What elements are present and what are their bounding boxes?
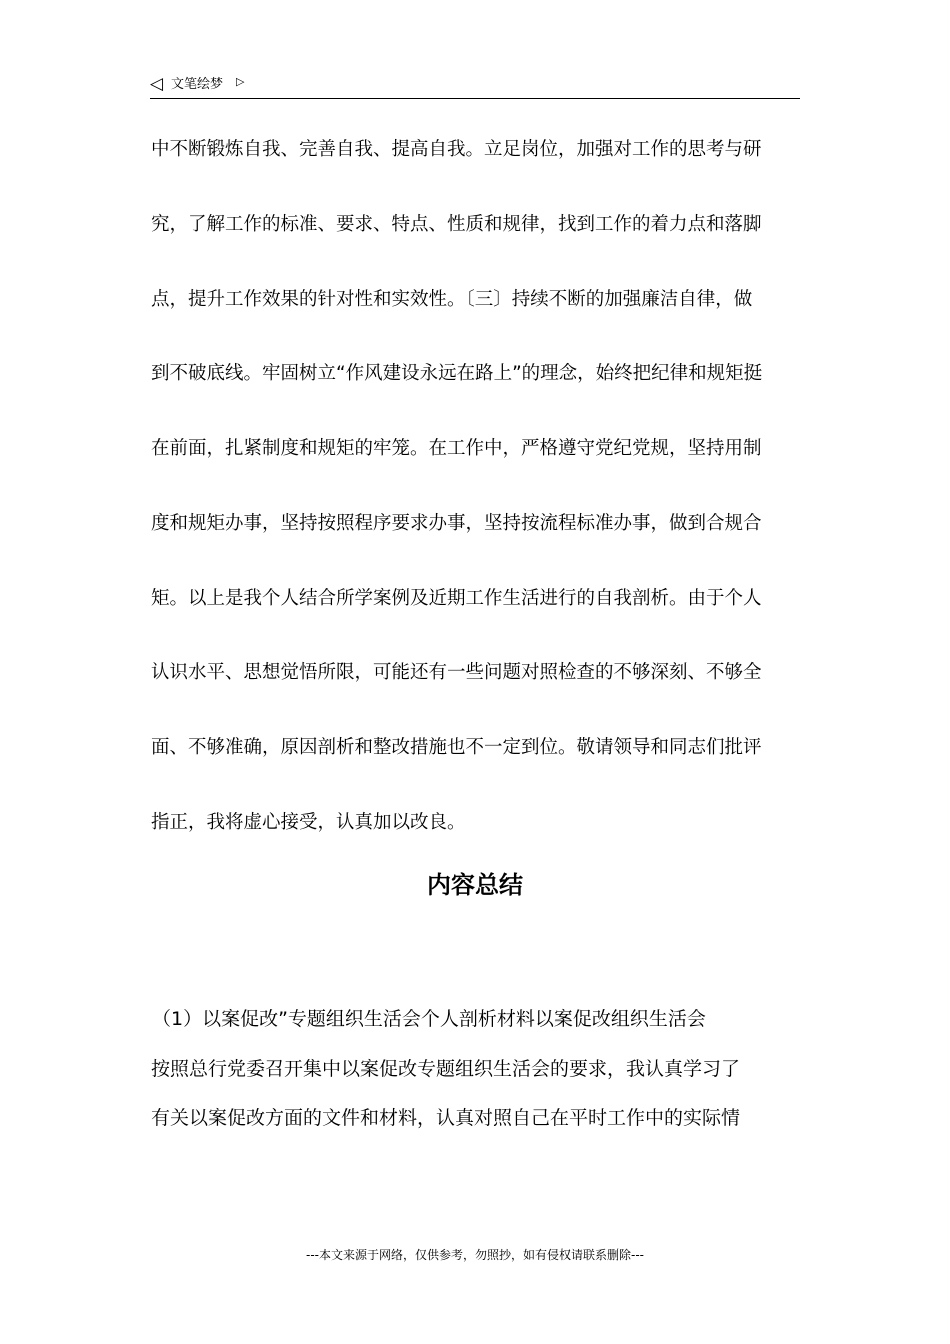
header-title: 文笔绘梦 <box>171 77 224 92</box>
body-line: 点，提升工作效果的针对性和实效性。〔三〕持续不断的加强廉洁自律，做 <box>151 289 753 310</box>
body-line: 到不破底线。牢固树立“作风建设永远在路上”的理念，始终把纪律和规矩挺 <box>151 363 763 384</box>
body-line: 矩。以上是我个人结合所学案例及近期工作生活进行的自我剖析。由于个人 <box>151 588 762 609</box>
summary-line: （1）以案促改”专题组织生活会个人剖析材料以案促改组织生活会 <box>152 1008 706 1030</box>
triangle-right-icon: ▷ <box>236 75 245 88</box>
body-line: 指正，我将虚心接受，认真加以改良。 <box>151 812 466 833</box>
body-line: 面、不够准确，原因剖析和整改措施也不一定到位。敬请领导和同志们批评 <box>151 737 762 758</box>
body-line: 在前面，扎紧制度和规矩的牢笼。在工作中，严格遵守党纪党规，坚持用制 <box>151 438 762 459</box>
triangle-left-icon: ◁ <box>150 74 164 94</box>
body-line: 中不断锻炼自我、完善自我、提高自我。立足岗位，加强对工作的思考与研 <box>151 139 762 160</box>
page-header <box>150 72 800 99</box>
body-line: 认识水平、思想觉悟所限，可能还有一些问题对照检查的不够深刻、不够全 <box>151 662 762 683</box>
section-title: 内容总结 <box>427 871 523 899</box>
body-line: 究，了解工作的标准、要求、特点、性质和规律，找到工作的着力点和落脚 <box>151 214 762 235</box>
footer-disclaimer: ---本文来源于网络，仅供参考，勿照抄，如有侵权请联系删除--- <box>306 1248 644 1262</box>
summary-line: 有关以案促改方面的文件和材料，认真对照自己在平时工作中的实际情 <box>151 1107 741 1129</box>
body-line: 度和规矩办事，坚持按照程序要求办事，坚持按流程标准办事，做到合规合 <box>151 513 762 534</box>
summary-line: 按照总行党委召开集中以案促改专题组织生活会的要求，我认真学习了 <box>151 1058 741 1080</box>
